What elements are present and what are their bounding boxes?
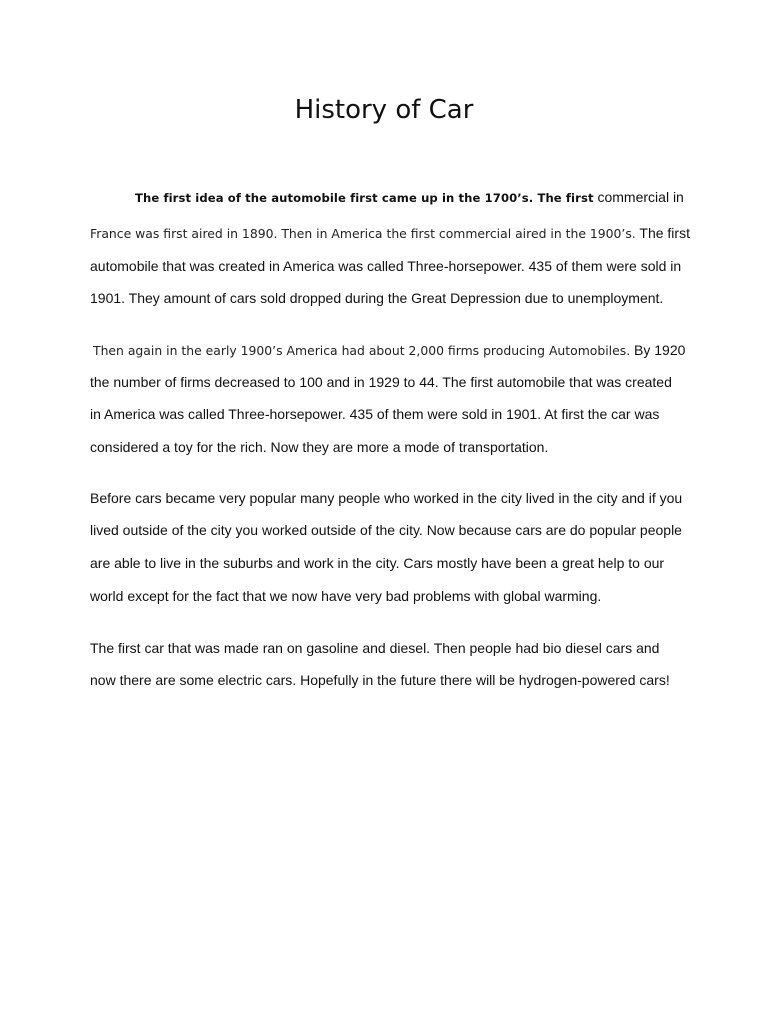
paragraph-4-line-1: The first car that was made ran on gasoline and diesel. Then people had bio diesel cars and	[90, 640, 660, 656]
paragraph-3-line-2: lived outside of the city you worked outside of the city. Now because cars are do popular people	[90, 522, 682, 538]
paragraph-2-line-2: the number of firms decreased to 100 and in 1929 to 44. The first automobile that was created	[90, 374, 672, 390]
paragraph-4-line-2: now there are some electric cars. Hopefully in the future there will be hydrogen-powered cars!	[90, 672, 670, 688]
paragraph-2-line-4: considered a toy for the rich. Now they are more a mode of transportation.	[90, 439, 549, 455]
paragraph-1-line-1	[135, 189, 684, 206]
paragraph-1-line-2-part-b: The first	[635, 225, 690, 241]
paragraph-2-line-3: in America was called Three-horsepower. 435 of them were sold in 1901. At first the car was	[90, 406, 660, 422]
paragraph-2-line-1-part-b: By 1920	[630, 342, 686, 358]
paragraph-3-line-4: world except for the fact that we now have very bad problems with global warming.	[90, 588, 602, 604]
paragraph-2-line-1	[93, 342, 685, 359]
paragraph-1-line-2-part-a: France was first aired in 1890. Then in America the first commercial aired in the 1900’s.	[90, 226, 636, 241]
paragraph-1-line-1-part-b: commercial in	[593, 189, 684, 205]
paragraph-2-line-1-part-a: Then again in the early 1900’s America had about 2,000 firms producing Automobiles.	[93, 343, 631, 358]
document-title: History of Car	[294, 95, 474, 125]
paragraph-3-line-1: Before cars became very popular many people who worked in the city lived in the city and if you	[90, 490, 683, 506]
paragraph-1-line-4: 1901. They amount of cars sold dropped during the Great Depression due to unemployment.	[90, 290, 664, 306]
paragraph-1-line-3: automobile that was created in America was called Three-horsepower. 435 of them were sold in	[90, 258, 682, 274]
paragraph-3-line-3: are able to live in the suburbs and work in the city. Cars mostly have been a great help to our	[90, 555, 665, 571]
paragraph-1-line-2	[90, 225, 690, 242]
paragraph-1-line-1-part-a: The first idea of the automobile first came up in the 1700’s. The first	[135, 191, 594, 205]
